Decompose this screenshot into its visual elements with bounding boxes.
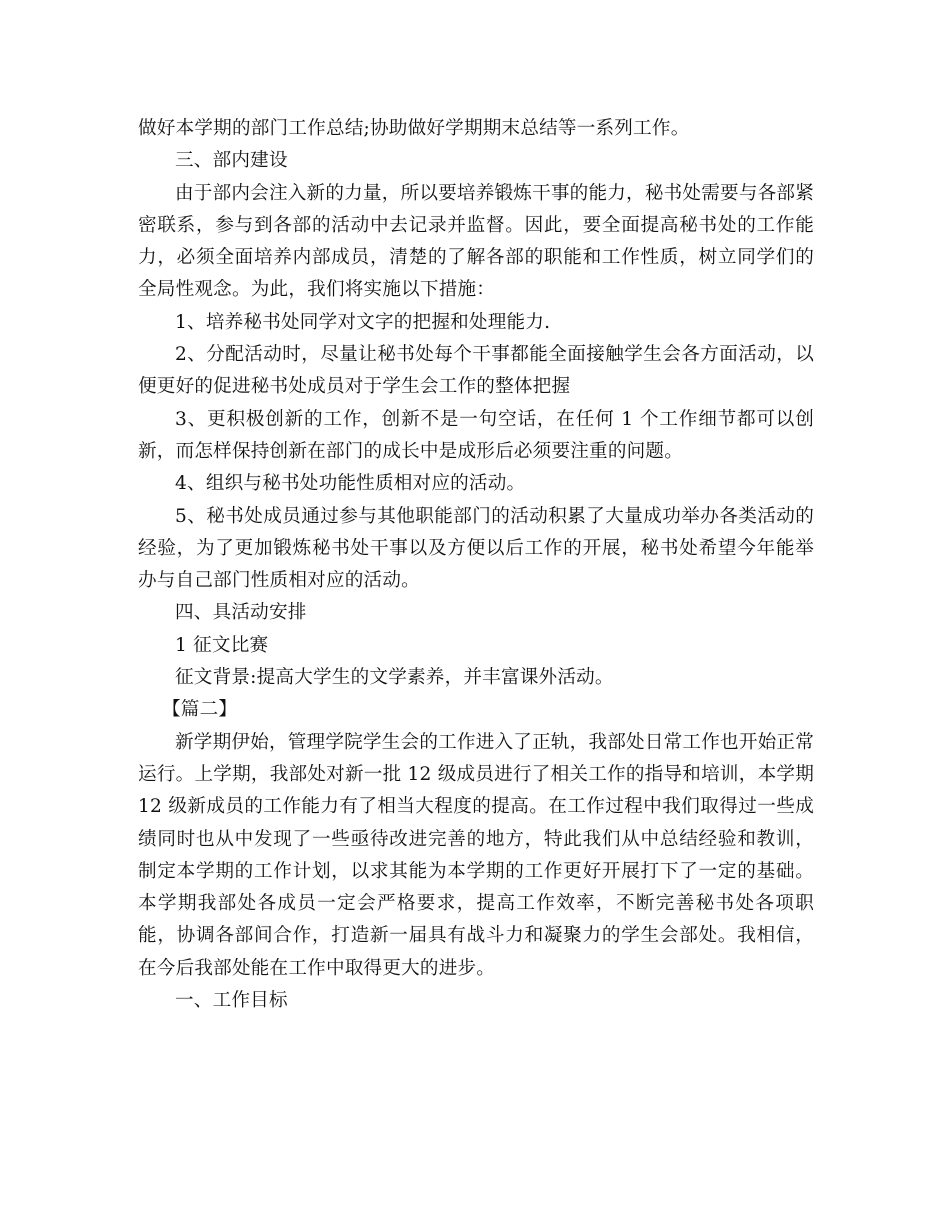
section-heading-internal-building: 三、部内建设	[175, 150, 288, 172]
list-item-3: 3、更积极创新的工作，创新不是一句空话，在任何 1 个工作细节都可以创新，而怎样保持创新在部门的成长中是成形后必须要注重的问题。	[138, 408, 814, 462]
paragraph-essay-background: 征文背景:提高大学生的文学素养，并丰富课外活动。	[175, 667, 614, 689]
document-body	[138, 113, 814, 1017]
paragraph-2: 由于部内会注入新的力量，所以要培养锻炼干事的能力，秘书处需要与各部紧密联系，参与到各部的活动中去记录并监督。因此，要全面提高秘书处的工作能力，必须全面培养内部成员，清楚的了解各部的职能和工作性质，树立同学们的全局性观念。为此，我们将实施以下措施：	[138, 182, 814, 301]
section-heading-activity-plan: 四、具活动安排	[175, 602, 307, 624]
section-heading-work-goals: 一、工作目标	[175, 990, 288, 1012]
list-item-4: 4、组织与秘书处功能性质相对应的活动。	[175, 473, 526, 495]
list-item-2: 2、分配活动时，尽量让秘书处每个干事都能全面接触学生会各方面活动，以便更好的促进秘书处成员对于学生会工作的整体把握	[138, 344, 814, 398]
paragraph-part-two-intro: 新学期伊始，管理学院学生会的工作进入了正轨，我部处日常工作也开始正常运行。上学期，我部处对新一批 12 级成员进行了相关工作的指导和培训，本学期 12 级新成员的工作能力有了相当大程度的提高。在工作过程中我们取得过一些成绩同时也从中发现了一些亟待改进完善的地方，特此我们从中总结经验和教训，制定本学期的工作计划，以求其能为本学期的工作更好开展打下了一定的基础。本学期我部处各成员一定会严格要求，提高工作效率，不断完善秘书处各项职能，协调各部间合作，打造新一届具有战斗力和凝聚力的学生会部处。我相信，在今后我部处能在工作中取得更大的进步。	[138, 731, 814, 979]
list-item-5: 5、秘书处成员通过参与其他职能部门的活动积累了大量成功举办各类活动的经验，为了更加锻炼秘书处干事以及方便以后工作的开展，秘书处希望今年能举办与自己部门性质相对应的活动。	[138, 505, 814, 592]
list-item-1: 1、培养秘书处同学对文字的把握和处理能力.	[175, 311, 551, 333]
paragraph-1: 做好本学期的部门工作总结;协助做好学期期末总结等一系列工作。	[138, 118, 690, 139]
subheading-essay-contest: 1 征文比赛	[175, 634, 269, 656]
section-marker-part-two: 【篇二】	[162, 699, 238, 721]
